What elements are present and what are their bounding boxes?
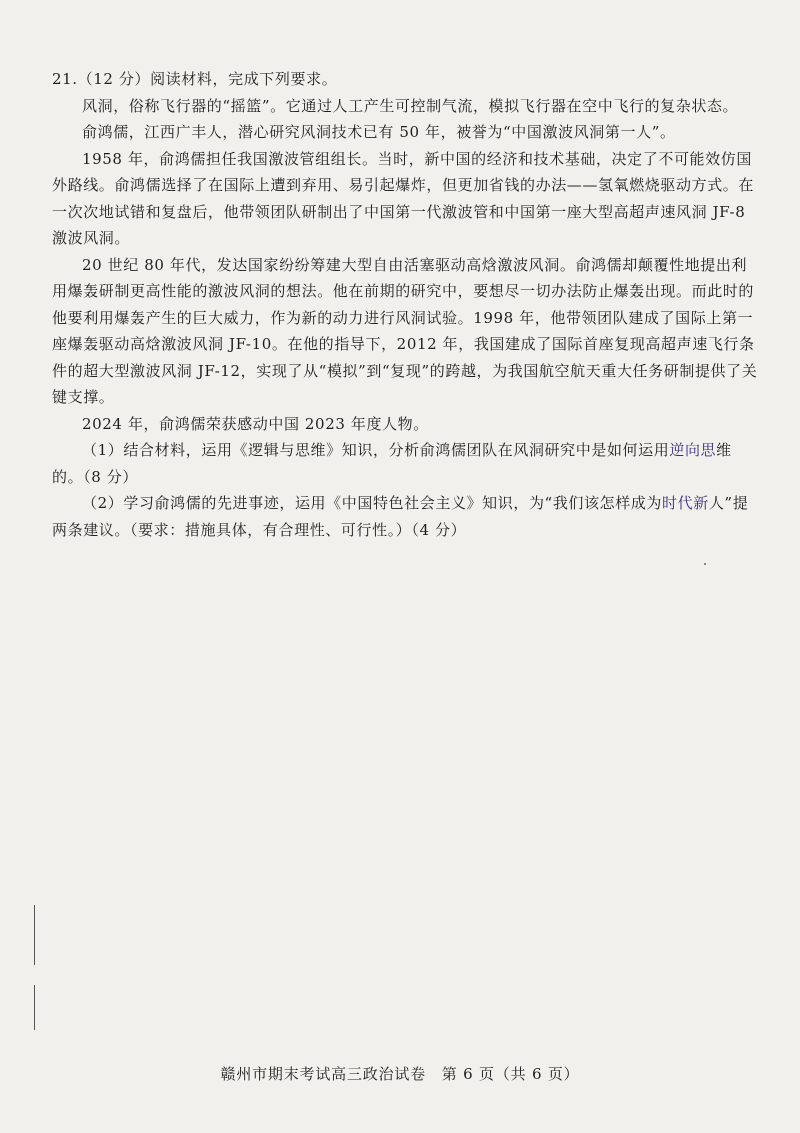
material-paragraph: 20 世纪 80 年代，发达国家纷纷筹建大型自由活塞驱动高焓激波风洞。俞鸿儒却颠覆性地提出利用爆轰研制更高性能的激波风洞的想法。他在前期的研究中，要想尽一切办法防止爆轰出现。而此时的他要利用爆轰产生的巨大威力，作为新的动力进行风洞试验。1998 年，他带领团队建成了国际上第一座爆轰驱动高焓激波风洞 JF-10。在他的指导下，2012 年，我国建成了国际首座复现高超声速飞行条件的超大型激波风洞 JF-12，实现了从“模拟”到“复现”的跨越，为我国航空航天重大任务研制提供了关键支撑。 [52,255,758,406]
question-instruction: （12 分）阅读材料，完成下列要求。 [77,70,338,88]
page-footer: 赣州市期末考试高三政治试卷 第 6 页（共 6 页） [220,1065,580,1083]
question-header [52,66,758,93]
material-paragraph: 俞鸿儒，江西广丰人，潜心研究风洞技术已有 50 年，被誉为“中国激波风洞第一人”。 [82,123,676,141]
sub-question-1: （1）结合材料，运用《逻辑与思维》知识，分析俞鸿儒团队在风洞研究中是如何运用逆向思维的。（8 分） [52,441,732,486]
question-block [52,66,758,543]
handwritten-highlight: 时代新 [662,494,709,512]
scan-edge-line [34,985,35,1030]
question-number: 21. [52,70,78,88]
handwritten-highlight: 逆向思 [669,441,717,459]
material-paragraph: 1958 年，俞鸿儒担任我国激波管组组长。当时，新中国的经济和技术基础，决定了不可能效仿国外路线。俞鸿儒选择了在国际上遭到弃用、易引起爆炸，但更加省钱的办法——氢氧燃烧驱动方式。在一次次地试错和复盘后，他带领团队研制出了中国第一代激波管和中国第一座大型高超声速风洞 JF-8 激波风洞。 [52,149,755,247]
material-paragraph: 风洞，俗称飞行器的“摇篮”。它通过人工产生可控制气流，模拟飞行器在空中飞行的复杂状态。 [82,96,739,115]
scan-edge-line [34,905,35,965]
scan-speck [704,563,706,565]
material-paragraph: 2024 年，俞鸿儒荣获感动中国 2023 年度人物。 [82,414,429,433]
sub-question-2: （2）学习俞鸿儒的先进事迹，运用《中国特色社会主义》知识，为“我们该怎样成为时代新人”提两条建议。（要求：措施具体，有合理性、可行性。）（4 分） [52,494,749,539]
